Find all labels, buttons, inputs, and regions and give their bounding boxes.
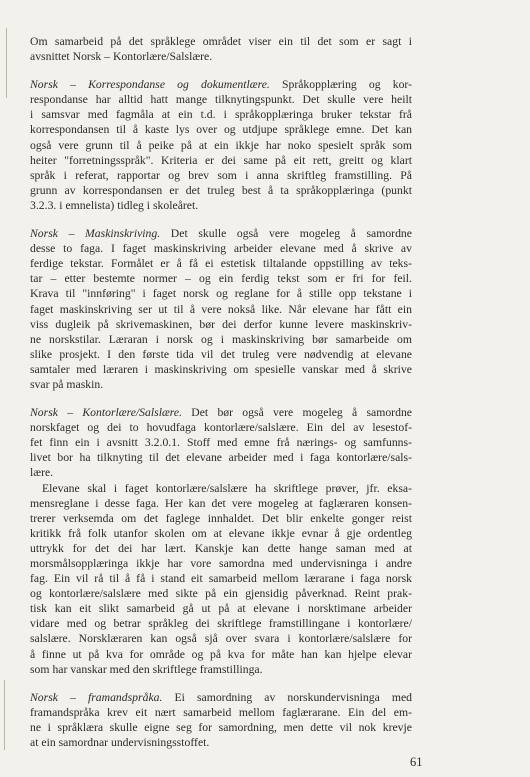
text-line: [30, 226, 412, 241]
text-line: Om samarbeid på det språklege området viser ein til det som er sagt i: [30, 35, 412, 48]
text-line: i samsvar med fagmåla at ein t.d. i språkopplæringa bruker tekstar frå: [30, 108, 412, 122]
text-line: respondanse har alltid hatt mange tilknytingspunkt. Det skulle vere heilt: [30, 93, 412, 107]
text-line: tar – etter bestemte normer – og ein ferdig tekst som er fri for feil.: [30, 272, 412, 286]
text-line: morsmålsopplæringa ikkje har vore samordna med undervisninga i andre: [30, 557, 412, 570]
text-line: svar på maskin.: [30, 377, 104, 391]
paragraph-korrespondanse: [30, 77, 412, 213]
section-heading: Norsk – Kontorlære/Salslære.: [30, 406, 183, 420]
text-line: faget maskinskriving ser ut til å vere nokså like. Når elevane har fått ein: [30, 302, 412, 316]
section-heading: Norsk – Korrespondanse og dokumentlære.: [30, 78, 270, 92]
paragraph-kontorlaere: [30, 405, 412, 480]
text-line: [30, 690, 412, 705]
text-line: trerer verksemda om det faglege innhaldet. Det blir enkelte gonger reist: [30, 511, 412, 525]
text-line: heiter "forretningsspråk". Kriteria er dei same på eit rett, greitt og klart: [30, 153, 412, 167]
text-line: kritikk frå folk utanfor skolen om at elevane ikkje evnar å gje ordentleg: [30, 526, 412, 540]
text-line: fag. Ein vil rå til å få i stand eit samarbeid mellom læraranе i faga norsk: [30, 572, 412, 586]
text-line: grunn av korrespondansen er det truleg best å ta språkopplæringa (punkt: [30, 183, 412, 197]
text-line: fet finn ein i avsnitt 3.2.0.1. Stoff med emne frå nærings- og samfunns-: [30, 436, 412, 450]
text-column: [30, 34, 412, 750]
paragraph-maskinskriving: [30, 226, 412, 392]
binding-edge-mark: [4, 680, 5, 750]
text-fragment: Det skulle også vere mogeleg å samordne: [160, 227, 412, 241]
text-line: og kontorlære/salslære med sikte på ein gjensidig påverknad. Reint prak-: [30, 587, 412, 601]
text-line: vidare med og betrar språkleg dei skriftlege framstillingane i kontorlære/: [30, 617, 412, 631]
text-line: [30, 405, 412, 420]
paragraph-framandsprak: [30, 690, 412, 750]
text-fragment: Språkopplæring og kor-: [269, 78, 413, 92]
text-line: 3.2.3. i emnelista) tidleg i skoleåret.: [30, 198, 199, 212]
text-line: salslære. Norsklæraren kan også sjå over svara i kontorlære/salslære for: [30, 632, 412, 646]
text-line: framandspråka krev eit nært samarbeid mellom faglæraranе. Ein del em-: [30, 705, 412, 719]
text-fragment: Ei samordning av norskundervisninga med: [162, 690, 412, 704]
paragraph-elevane: [30, 481, 412, 677]
text-line: viss dugleik på skrivemaskinen, bør dei derfor kunne levere maskinskriv-: [30, 317, 412, 331]
text-line: livet bor ha tilknyting til det elevane arbeider med i faga kontorlære/sals-: [30, 451, 412, 465]
text-line: lære.: [30, 466, 54, 480]
text-line: ferdige tekstar. Formålet er å få ei estetisk tiltalande oppstilling av teks-: [30, 257, 412, 271]
text-line: ne i språklæra skulle eigne seg for samordning, men dette vil nok krevje: [30, 720, 412, 734]
page-number: 61: [410, 755, 423, 769]
text-line: språk i referat, rapportar og brev som i anna skriftleg framstilling. På: [30, 168, 412, 182]
text-line: [30, 77, 412, 92]
text-line: samtaler med læraren i maskinskriving om spesielle vanskar med å skrive: [30, 362, 412, 376]
text-line: Elevane skal i faget kontorlære/salslære ha skriftlege prøver, jfr. eksa-: [42, 481, 412, 495]
text-line: korrespondansen til å kaste lys over og utdjupe språklege emne. Det kan: [30, 123, 412, 137]
text-line: også vere grunn til å peike på at ein ikkje har noko spesielt språk som: [30, 138, 412, 152]
section-heading: Norsk – Maskinskriving.: [30, 227, 161, 241]
section-heading: Norsk – framandspråka.: [30, 690, 163, 704]
text-line: som har vanskar med den skriftlege framstillinga.: [30, 662, 263, 676]
text-line: at ein samordnar undervisningsstoffet.: [30, 736, 210, 750]
text-line: uttrykk for det dei har lært. Kanskje kan dette hange saman med at: [30, 541, 412, 555]
text-line: slike prosjekt. I den første tida vil det truleg vere nødvendig at elevane: [30, 347, 412, 361]
text-line: ne norskstilar. Læraran i norsk og i maskinskriving bør samarbeide om: [30, 332, 412, 346]
binding-edge-mark: [6, 28, 7, 98]
text-line: avsnittet Norsk – Kontorlære/Salslære.: [30, 50, 213, 64]
text-fragment: Det bør også vere mogeleg å samordne: [182, 406, 412, 420]
text-line: tisk kan eit slikt samarbeid gå ut på at elevane i norsktimane arbeider: [30, 602, 412, 616]
paragraph-intro: [30, 34, 412, 64]
text-line: mensreglane i desse faga. Her kan det vere mogeleg at faglæraren konsen-: [30, 496, 412, 510]
text-line: norskfaget og dei to hovudfaga kontorlære/salslære. Ein del av lesestof-: [30, 421, 412, 435]
text-line: å finne ut på kva for område og på kva for måte han kan hjelpe elevar: [30, 647, 412, 661]
text-line: Krava til "innføring" i faget norsk og reglane for å stille opp tekstane i: [30, 287, 412, 301]
text-line: desse to faga. I faget maskinskriving arbeider elevane med å skrive av: [30, 242, 412, 256]
